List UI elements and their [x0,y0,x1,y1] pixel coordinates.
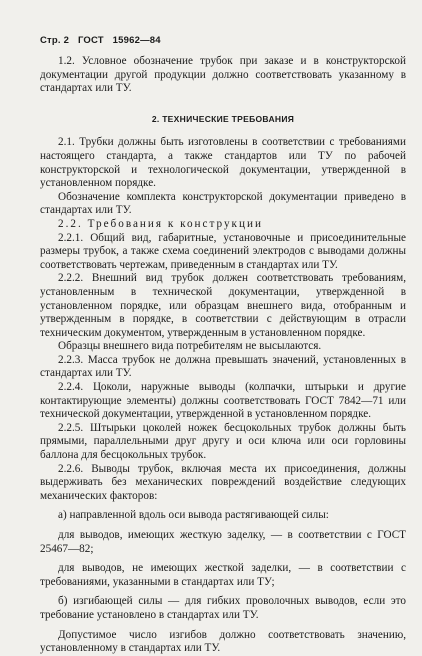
bend-count-paragraph: Допустимое число изгибов должно соответствовать значению, установленному в стандартах или ТУ. [40,628,406,655]
standard-number: 15962—84 [112,35,161,46]
paragraph-2-2-3: 2.2.3. Масса трубок не должна превышать значений, установленных в стандартах или ТУ. [40,353,406,380]
paragraph-2-2-6: 2.2.6. Выводы трубок, включая места их присоединения, должны выдерживать без механических повреждений воздействие следующих механических факторов: [40,462,406,502]
paragraph-2-2-5: 2.2.5. Штырьки цоколей ножек бесцокольных трубок должны быть прямыми, параллельными друг другу и оси ключа или оси горловины баллона для бесцокольных трубок. [40,421,406,462]
section-title: 2. ТЕХНИЧЕСКИЕ ТРЕБОВАНИЯ [151,113,295,124]
item-a-rigid: для выводов, имеющих жесткую заделку, — в соответствии с ГОСТ 25467—82; [40,529,406,555]
item-a: а) направленной вдоль оси вывода растягивающей силы: [58,509,329,522]
page-header [40,35,167,46]
paragraph-2-2: 2.2. Требования к конструкции [58,217,263,230]
paragraph-2-2-4: 2.2.4. Цоколи, наружные выводы (колпачки, штырьки и другие контактирующие элементы) должны соответствовать ГОСТ 7842—71 или технической документации, утвержденной в установленном порядке. [40,381,406,421]
document-body [40,55,406,656]
paragraph-2-1-designation: Обозначение комплекта конструкторской документации приведено в стандартах или ТУ. [40,190,406,217]
item-a-nonrigid: для выводов, не имеющих жесткой заделки, — в соответствии с требованиями, указанными в стандартах или ТУ; [40,562,406,588]
paragraph-2-2-2: 2.2.2. Внешний вид трубок должен соответствовать требованиям, установленным в технической документации, утвержденной в установленном порядке, или образцам внешнего вида, отобранным и утвержденным в порядке, в соответствии с действующим в отрасли техническим документом, утвержденным в установленном порядке. [40,272,406,339]
paragraph-2-2-2-samples: Образцы внешнего вида потребителям не высылаются. [58,340,322,353]
page-number: Стр. 2 [40,35,70,46]
item-b: б) изгибающей силы — для гибких проволочных выводов, если это требование установлено в стандартах или ТУ. [40,595,406,621]
paragraph-2-1: 2.1. Трубки должны быть изготовлены в соответствии с требованиями настоящего стандарта, а также стандартов или ТУ по рабочей конструкторской и технологической документации, утвержденной в установленном порядке. [40,136,406,190]
paragraph-2-2-1: 2.2.1. Общий вид, габаритные, установочные и присоединительные размеры трубок, а также схема соединений электродов с выводами должны соответствовать чертежам, приведенным в стандартах или ТУ. [40,231,406,271]
paragraph-1-2: 1.2. Условное обозначение трубок при заказе и в конструкторской документации другой продукции должно соответствовать указанному в стандартах или ТУ. [40,55,406,95]
standard-label: ГОСТ [77,35,104,46]
